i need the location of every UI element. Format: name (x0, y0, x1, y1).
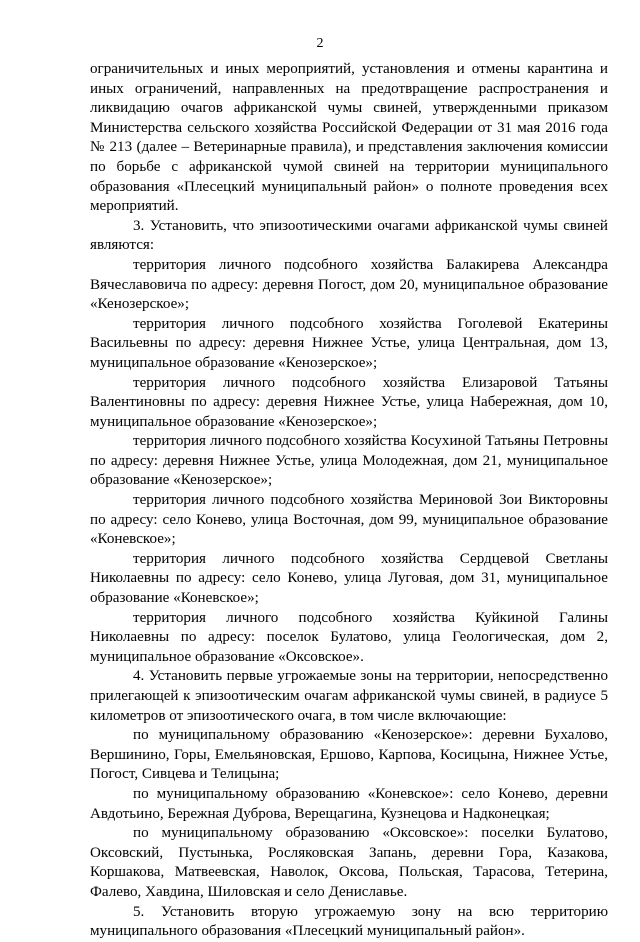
page-number: 2 (316, 36, 324, 51)
paragraph-focus-balakirev: территория личного подсобного хозяйства Балакиревa Александра Вячеславовича по адресу: деревня Погост, дом 20, муниципальное образование «Кенозерское»; (90, 256, 608, 313)
paragraph-focus-kosukhina: территория личного подсобного хозяйства Косухиной Татьяны Петровны по адресу: деревня Нижнее Устье, улица Молодежная, дом 21, муниципальное образование «Кенозерское»; (90, 433, 608, 489)
paragraph-focus-elizarova: территория личного подсобного хозяйства Елизаровой Татьяны Валентиновны по адресу: деревня Нижнее Устье, улица Набережная, дом 10, муниципальное образование «Кенозерское»; (90, 374, 608, 430)
paragraph-focus-kuykina: территория личного подсобного хозяйства Куйкиной Галины Николаевны по адресу: поселок Булатово, улица Геологическая, дом 2, муниципальное образование «Оксовское». (90, 609, 608, 665)
document-body (90, 60, 608, 942)
paragraph-continuation: ограничительных и иных мероприятий, установления и отмены карантина и иных ограничений, направленных на предотвращение распространения и ликвидацию очагов африканской чумы свиней, утвержденными приказом Министерства сельского хозяйства Российской Федерации от 31 мая 2016 года № 213 (далее – Ветеринарные правила), и представления заключения комиссии по борьбе с африканской чумой свиней на территории муниципального образования «Плесецкий муниципальный район» о полноте проведения всех мероприятий. (90, 61, 608, 215)
paragraph-zone-konevskoe: по муниципальному образованию «Коневское»: село Конево, деревни Авдотьино, Бережная Дуброва, Верещагина, Кузнецова и Надконецкая; (90, 785, 608, 822)
paragraph-item-5: 5. Установить вторую угрожаемую зону на всю территорию муниципального образования «Плесецкий муниципальный район». (90, 903, 608, 940)
paragraph-focus-serdtseva: территория личного подсобного хозяйства Сердцевой Светланы Николаевны по адресу: село Конево, улица Луговая, дом 31, муниципальное образование «Коневское»; (90, 550, 608, 607)
paragraph-zone-kenozerskoe: по муниципальному образованию «Кенозерское»: деревни Бухалово, Вершинино, Горы, Емельяновская, Ершово, Карпова, Косицына, Нижнее Устье, Погост, Сивцева и Телицына; (90, 727, 608, 783)
paragraph-zone-oksovskoe: по муниципальному образованию «Оксовское»: поселки Булатово, Оксовский, Пустынька, Росляковская Запань, деревни Гора, Казакова, Коршакова, Матвеевская, Наволок, Оксова, Польская, Тарасова, Тетерина, Фалево, Хавдина, Шиловская и село Дениславье. (90, 825, 608, 900)
paragraph-item-4: 4. Установить первые угрожаемые зоны на территории, непосредственно прилегающей к эпизоотическим очагам африканской чумы свиней, в радиусе 5 километров от эпизоотического очага, в том числе включающие: (90, 668, 608, 724)
paragraph-focus-gogoleva: территория личного подсобного хозяйства Гоголевой Екатерины Васильевны по адресу: деревня Нижнее Устье, улица Центральная, дом 13, муниципальное образование «Кенозерское»; (90, 315, 608, 371)
paragraph-focus-merinova: территория личного подсобного хозяйства Мериновой Зои Викторовны по адресу: село Конево, улица Восточная, дом 99, муниципальное образование «Коневское»; (90, 492, 608, 548)
paragraph-item-3: 3. Установить, что эпизоотическими очагами африканской чумы свиней являются: (90, 217, 608, 254)
